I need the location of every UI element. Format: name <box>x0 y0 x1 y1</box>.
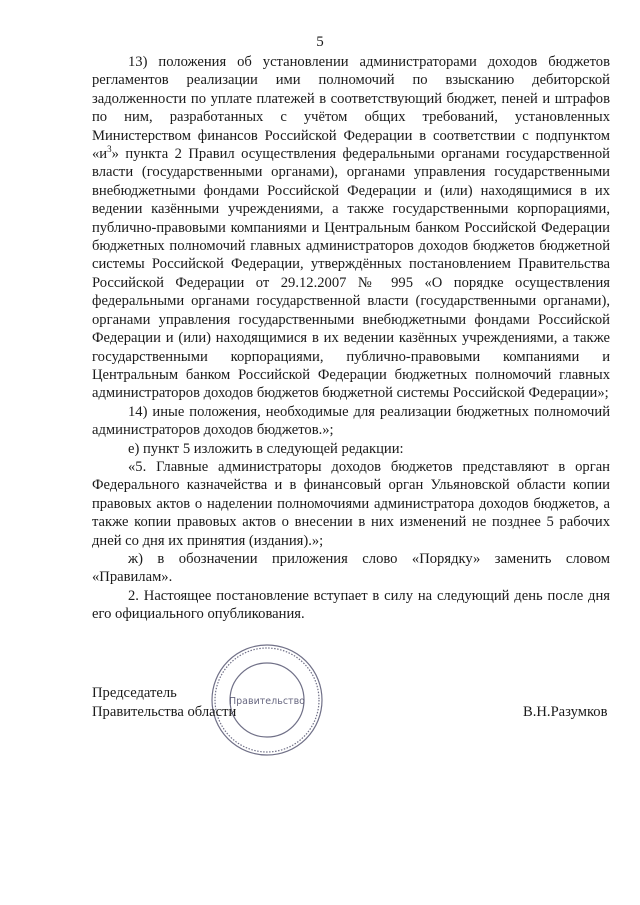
clause-13 <box>92 53 610 403</box>
clause-13-text-b: » пункта 2 Правил осуществления федеральными органами государственной власти (государственными органами), органами управления государственными внебюджетными фондами Российской Федерации и (или) находящимися в их ведении казёнными учреждениями, а также государственными корпорациями, публично-правовыми компаниями и Центральным банком Российской Федерации бюджетных полномочий главных администраторов доходов бюджетов бюджетной системы Российской Федерации, утверждённых постановлением Правительства Российской Федерации от 29.12.2007 № 995 «О порядке осуществления федеральными органами государственной власти (государственными органами), органами управления государственными внебюджетными фондами Российской Федерации и (или) находящимися в их ведении казённых учреждениями, а также государственными корпорациями, публично-правовыми компаниями и Центральным банком Российской Федерации бюджетных полномочий главных администраторов доходов бюджетов бюджетной системы Российской Федерации»; <box>92 146 610 402</box>
item-e: е) пункт 5 изложить в следующей редакции: <box>128 440 404 457</box>
signatory-title-line-2: Правительства области <box>92 704 237 720</box>
svg-text:Правительство: Правительство <box>229 696 305 707</box>
signatory-name: В.Н.Разумков <box>523 704 608 720</box>
clause-13-text-a: 13) положения об установлении администраторами доходов бюджетов регламентов реализации ими полномочий по взысканию дебиторской задолженности по уплате платежей в соответствующий бюджет, пеней и штрафов по ним, разработанных с учётом общих требований, установленных Министерством финансов Российской Федерации в соответствии с подпунктом «и <box>92 54 610 163</box>
clause-13-superscript: 3 <box>107 144 112 155</box>
quoted-clause-5: «5. Главные администраторы доходов бюджетов представляют в орган Федерального казначейства и в финансовый орган Ульяновской области копии правовых актов о наделении полномочиями администратора доходов бюджетов, а также копии правовых актов о внесении в них изменений не позднее 5 рабочих дней со дня их принятия (издания).»; <box>92 458 610 549</box>
document-body <box>92 53 610 624</box>
signatory-title-line-1: Председатель <box>92 685 177 701</box>
item-zh: ж) в обозначении приложения слово «Порядку» заменить словом «Правилам». <box>92 550 610 586</box>
clause-14: 14) иные положения, необходимые для реализации бюджетных полномочий администраторов доходов бюджетов.»; <box>92 403 610 439</box>
clause-2: 2. Настоящее постановление вступает в силу на следующий день после дня его официального опубликования. <box>92 587 610 623</box>
page-number: 5 <box>316 34 324 50</box>
signatory-title <box>92 684 236 722</box>
